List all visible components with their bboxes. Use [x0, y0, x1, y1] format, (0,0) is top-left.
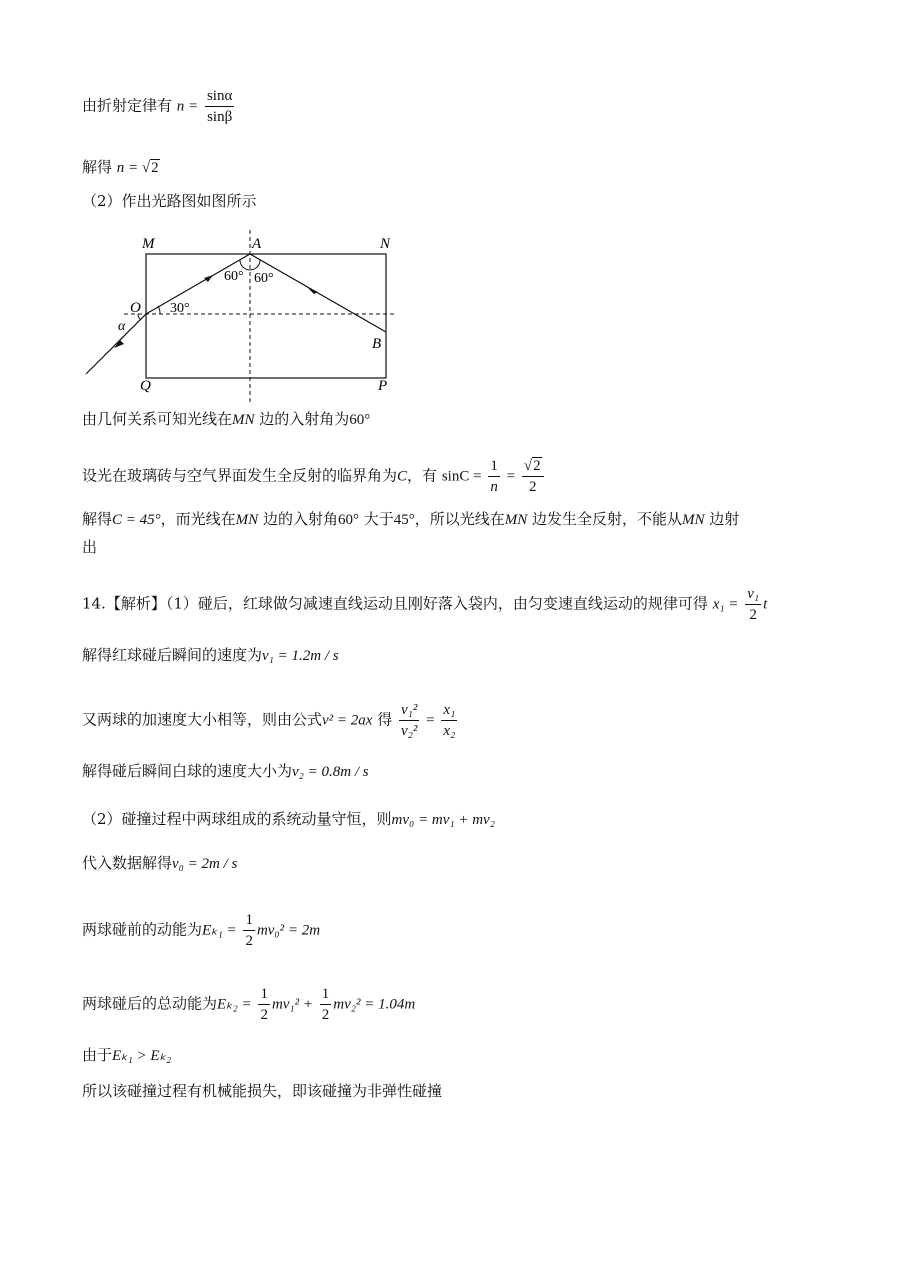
math-sin: sinC = [441, 468, 482, 485]
text: 边的入射角为 [254, 410, 350, 428]
final-conclusion-line [82, 1080, 442, 1102]
arrow-icon [308, 288, 318, 294]
numerator: 1 [488, 456, 500, 477]
denominator: 2 [245, 933, 253, 949]
text: ，有 [407, 466, 438, 485]
ek-compare-line [82, 1044, 171, 1067]
math: Eₖ₂ = [217, 996, 252, 1013]
denominator: 2 [528, 479, 537, 495]
math-t: t [763, 596, 768, 613]
solve-n-line [82, 156, 160, 179]
label-a: A [252, 236, 262, 252]
text: 两球碰后的总动能为 [82, 994, 218, 1013]
problem14-line [82, 584, 767, 625]
fraction [441, 700, 457, 741]
fraction [488, 456, 500, 497]
text: 解得 [82, 510, 113, 528]
label-q: Q [140, 378, 151, 394]
label-alpha: α [118, 319, 126, 334]
white-ball-velocity-line [82, 760, 369, 783]
acceleration-line [82, 700, 459, 741]
light-path-diagram [80, 226, 410, 406]
denominator: 2 [260, 1007, 268, 1023]
text: 所以该碰撞过程有机械能损失，即该碰撞为非弹性碰撞 [82, 1082, 443, 1100]
part2-heading [82, 190, 257, 212]
fraction [320, 984, 332, 1025]
math: v₀ = 2m / s [172, 856, 238, 872]
math: v₂ = 0.8m / s [292, 764, 369, 780]
text: 两球碰前的动能为 [82, 920, 203, 939]
fraction [522, 456, 544, 497]
fraction [258, 984, 270, 1025]
text: ，而光线在 [160, 510, 236, 528]
label-o: O [130, 300, 141, 316]
math: x₁ = [712, 596, 739, 613]
math: C = 45° [112, 512, 161, 528]
equals: = [506, 468, 516, 485]
text: 14.【解析】（1）碰后，红球做匀减速直线运动且刚好落入袋内，由匀变速直线运动的规律可得 [82, 594, 708, 613]
conclusion-line [82, 508, 739, 531]
ek2-line [82, 984, 415, 1025]
text: （2）作出光路图如图所示 [82, 192, 257, 210]
text: 代入数据解得 [82, 854, 173, 872]
numerator: v₁² [399, 700, 419, 721]
math-value: 60° [337, 512, 359, 528]
fraction [205, 86, 234, 127]
denominator: sinβ [207, 109, 233, 125]
math: mv₀ = mv₁ + mv₂ [391, 812, 495, 828]
math-value: 60° [349, 412, 371, 428]
math-c: C [397, 468, 408, 485]
math-mn: MN [232, 412, 255, 428]
radicand: 2 [533, 458, 541, 474]
conclusion-line-cont [82, 536, 97, 558]
text: 由折射定律有 [82, 96, 173, 115]
math: v₁ = 1.2m / s [262, 648, 339, 664]
text: 边的入射角 [258, 510, 338, 528]
label-30: 30° [170, 301, 190, 316]
fraction [745, 584, 761, 625]
math: mv₁² + [271, 996, 314, 1013]
text: ，所以光线在 [414, 510, 505, 528]
label-b: B [372, 336, 382, 352]
red-ball-velocity-line [82, 644, 339, 667]
text: 解得碰后瞬间白球的速度大小为 [82, 762, 293, 780]
text: 解得 [82, 158, 113, 176]
math: v² = 2ax [322, 712, 373, 729]
math: Eₖ₁ > Eₖ₂ [112, 1048, 172, 1064]
label-n: N [380, 236, 391, 252]
math: Eₖ₁ = [202, 922, 237, 939]
label-p: P [378, 378, 388, 394]
critical-angle-line [82, 456, 546, 497]
text: 由几何关系可知光线在 [82, 410, 233, 428]
text: 大于 [358, 510, 394, 528]
fraction [243, 910, 255, 951]
equals: = [426, 712, 435, 729]
fraction [399, 700, 419, 741]
text: 设光在玻璃砖与空气界面发生全反射的临界角为 [82, 466, 398, 485]
denominator: 2 [749, 607, 757, 623]
text: 解得红球碰后瞬间的速度为 [82, 646, 263, 664]
v0-line [82, 852, 237, 875]
numerator: sinα [205, 86, 234, 107]
incident-angle-line [82, 408, 370, 431]
numerator: 1 [258, 984, 270, 1005]
angle-arc-30 [158, 306, 160, 314]
text: 边射 [704, 510, 740, 528]
math-value: 45° [393, 512, 415, 528]
incident-ray [86, 314, 146, 374]
ek1-line [82, 910, 320, 951]
numerator: v₁ [745, 584, 761, 605]
label-60-left: 60° [224, 269, 244, 284]
math-mn: MN [504, 512, 528, 528]
sqrt: √2 [141, 160, 159, 176]
math: mv₂² = 1.04m [333, 996, 416, 1013]
reflected-ray [250, 254, 386, 332]
radicand: 2 [151, 160, 159, 176]
numerator: 1 [320, 984, 332, 1005]
text: 出 [82, 538, 98, 556]
numerator: √2 [522, 456, 544, 477]
denominator: n [490, 479, 498, 495]
text: 又两球的加速度大小相等，则由公式 [82, 710, 323, 729]
text: 边发生全反射，不能从 [527, 510, 683, 528]
denominator: x₂ [443, 723, 456, 739]
momentum-line [82, 808, 495, 831]
refraction-law-line [82, 86, 236, 127]
refracted-ray [146, 254, 250, 314]
text: 得 [372, 710, 393, 729]
math-mn: MN [682, 512, 705, 528]
math: n = [116, 160, 142, 176]
math: mv₀² = 2m [256, 922, 321, 939]
denominator: 2 [321, 1007, 330, 1023]
numerator: x₁ [441, 700, 457, 721]
denominator: v₂² [401, 723, 418, 739]
math-mn: MN [235, 512, 259, 528]
label-m: M [142, 236, 155, 252]
label-60-right: 60° [254, 271, 274, 286]
numerator: 1 [243, 910, 255, 931]
text: （2）碰撞过程中两球组成的系统动量守恒，则 [82, 810, 392, 828]
arrow-icon [204, 275, 213, 282]
text: 由于 [82, 1046, 113, 1064]
math-n: n = [176, 98, 199, 115]
